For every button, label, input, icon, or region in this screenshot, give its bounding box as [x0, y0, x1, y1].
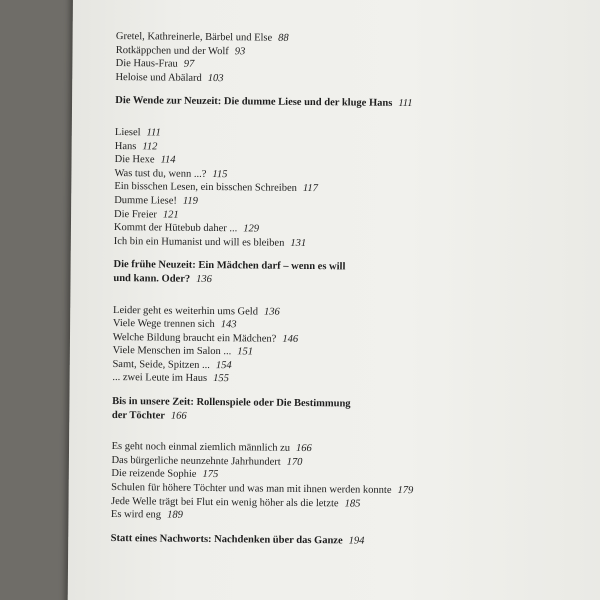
- entry-page: 93: [234, 45, 246, 57]
- entry-page: 170: [286, 456, 303, 468]
- entry-title: Ich bin ein Humanist und will es bleiben: [113, 235, 285, 249]
- entry-page: 154: [215, 359, 232, 372]
- section-title-line2: und kann. Oder?: [113, 272, 191, 285]
- entry-page: 131: [290, 237, 307, 249]
- section-title: Statt eines Nachworts: Nachdenken über das Ganze: [110, 532, 343, 547]
- table-of-contents: [110, 30, 586, 568]
- entry-title: Das bürgerliche neunzehnte Jahrhundert: [111, 454, 281, 468]
- entry-title: Ein bisschen Lesen, ein bisschen Schreiben: [114, 181, 297, 195]
- entry-title: Die Hexe: [114, 154, 155, 166]
- section2-entries: [112, 303, 583, 389]
- entry-title: Es geht noch einmal ziemlich männlich zu: [111, 441, 291, 455]
- entry-page: 121: [162, 209, 179, 221]
- entry-title: Hans: [114, 140, 137, 152]
- entry-page: 179: [397, 485, 414, 497]
- entry-title: Viele Menschen im Salon ...: [112, 345, 232, 358]
- section2-heading: [113, 258, 583, 290]
- section-page: 194: [348, 535, 365, 547]
- entry-title: Dumme Liese!: [114, 194, 177, 207]
- entry-page: 119: [182, 195, 198, 207]
- entry-title: Liesel: [114, 126, 141, 139]
- entry-page: 115: [212, 168, 228, 180]
- entry-title: Heloise und Abälard: [115, 71, 202, 84]
- entry-page: 175: [202, 469, 219, 481]
- section-title: Die Wende zur Neuzeit: Die dumme Liese und der kluge Hans: [115, 95, 393, 110]
- entry-title: Die Haus-Frau: [115, 58, 178, 70]
- entry-title: Samt, Seide, Spitzen ...: [112, 358, 210, 371]
- entry-title: Rotkäppchen und der Wolf: [115, 44, 229, 57]
- entry-page: 166: [296, 443, 312, 455]
- entry-page: 185: [344, 498, 361, 510]
- entry-title: Welche Bildung braucht ein Mädchen?: [112, 331, 277, 345]
- entry-page: 114: [160, 154, 176, 166]
- section3-heading: [112, 395, 582, 427]
- section0-entries: [115, 30, 586, 89]
- entry-title: Jede Welle trägt bei Flut ein wenig höher als die letzte: [111, 495, 339, 509]
- entry-page: 103: [207, 72, 224, 84]
- entry-page: 88: [278, 32, 289, 44]
- entry-page: 111: [146, 127, 161, 139]
- entry-title: Die Freier: [114, 208, 157, 220]
- entry-page: 129: [243, 223, 260, 235]
- section1-entries: [114, 126, 585, 253]
- entry-title: Was tust du, wenn ...?: [114, 167, 207, 180]
- entry-page: 136: [263, 306, 280, 318]
- entry-title: Gretel, Kathreinerle, Bärbel und Else: [115, 30, 273, 44]
- entry-title: Viele Wege trennen sich: [112, 318, 215, 331]
- section-title-line1: Bis in unsere Zeit: Rollenspiele oder Die Bestimmung: [112, 396, 351, 410]
- entry-page: 97: [183, 58, 195, 71]
- entry-page: 189: [167, 509, 183, 521]
- section-title-line2: der Töchter: [111, 409, 166, 422]
- section1-heading: [115, 94, 585, 113]
- entry-title: Es wird eng: [110, 509, 162, 521]
- entry-page: 146: [282, 333, 299, 345]
- entry-title: Leider geht es weiterhin ums Geld: [113, 304, 259, 318]
- entry-title: Kommt der Hütebub daher ...: [113, 222, 238, 235]
- entry-page: 155: [213, 373, 229, 385]
- section-title-line1: Die frühe Neuzeit: Ein Mädchen darf – wenn es will: [113, 259, 346, 273]
- section-page: 166: [170, 410, 187, 422]
- section4-heading: [111, 532, 581, 551]
- section3-entries: [111, 440, 582, 526]
- section-page: 136: [196, 273, 212, 285]
- entry-page: 117: [302, 183, 318, 195]
- entry-title: ... zwei Leute im Haus: [112, 372, 208, 385]
- entry-title: Die reizende Sophie: [111, 468, 197, 481]
- entry-title: Schulen für höhere Töchter und was man mit ihnen werden konnte: [111, 482, 392, 496]
- entry-page: 151: [237, 346, 254, 358]
- section-page: 111: [398, 98, 413, 110]
- entry-page: 143: [220, 319, 237, 331]
- entry-page: 112: [142, 140, 158, 153]
